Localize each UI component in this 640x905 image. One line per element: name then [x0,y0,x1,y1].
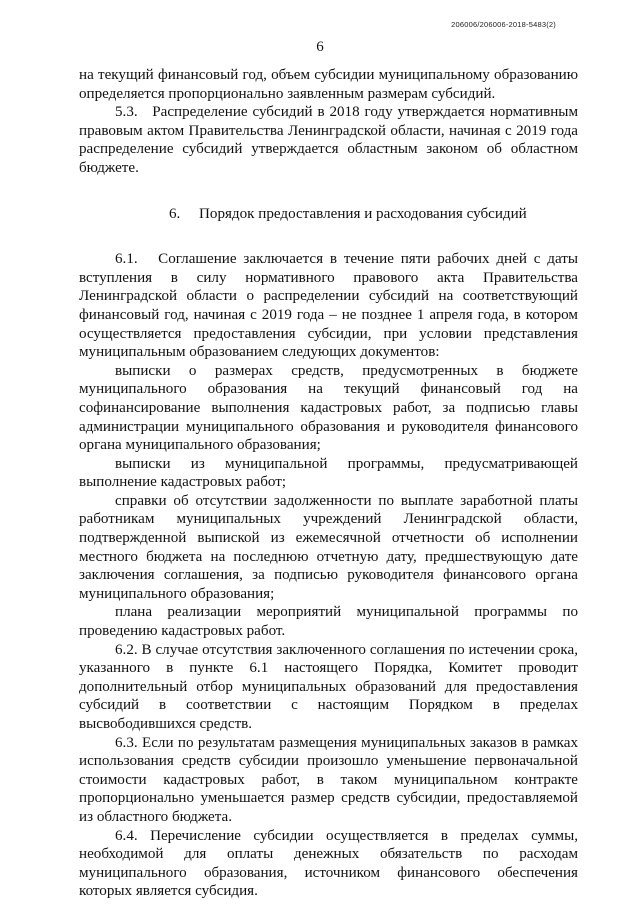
list-item: плана реализации мероприятий муниципальной программы по проведению кадастровых работ. [79,604,578,640]
document-id: 206006/206006-2018-5483(2) [451,20,556,29]
paragraph-6-2: 6.2. В случае отсутствия заключенного соглашения по истечении срока, указанного в пункте 6.1 настоящего Порядка, Комитет проводит дополнительный отбор муниципальных образований для предоставления субсидий в соответствии с настоящим Порядком в пределах высвободившихся средств. [79,641,578,732]
paragraph-6-1: 6.1. Соглашение заключается в течение пяти рабочих дней с даты вступления в силу нормативного правового акта Правительства Ленинградской области о распределении субсидий на соответствующий финансовый год, начиная с 2019 года – не позднее 1 апреля года, в котором осуществляется предоставления субсидии, при условии представления муниципальным образованием следующих документов: [79,251,578,361]
list-item: справки об отсутствии задолженности по выплате заработной платы работникам муниципальных учреждений Ленинградской области, подтвержденной выпиской из ежемесячной отчетности об исполнении местного бюджета на последнюю отчетную дату, предшествующую дате заключения соглашения, за подписью руководителя финансового органа муниципального образования; [79,492,578,602]
document-body [79,66,578,901]
section-number: 6. [169,205,181,222]
list-item: выписки о размерах средств, предусмотренных в бюджете муниципального образования на текущий финансовый год на софинансирование выполнения кадастровых работ, за подписью главы администрации муниципального образования и руководителя финансового органа муниципального образования; [79,362,578,454]
paragraph-5-3: 5.3. Распределение субсидий в 2018 году утверждается нормативным правовым актом Правительства Ленинградской области, начиная с 2019 года распределение субсидий утверждается областным законом об областном бюджете. [79,104,578,176]
section-heading [79,205,578,224]
paragraph-continuation: на текущий финансовый год, объем субсидии муниципальному образованию определяется пропорционально заявленным размерам субсидий. [79,67,578,102]
page-number: 6 [316,39,324,55]
paragraph-6-3: 6.3. Если по результатам размещения муниципальных заказов в рамках использования средств субсидии произошло уменьшение первоначальной стоимости кадастровых работ, в таком муниципальном контракте пропорционально уменьшается размер средств субсидии, предоставляемой из областного бюджета. [79,734,578,825]
paragraph-6-4: 6.4. Перечисление субсидии осуществляется в пределах суммы, необходимой для оплаты денежных обязательств по расходам муниципального образования, источником финансового обеспечения которых является субсидия. [79,827,578,900]
list-item: выписки из муниципальной программы, предусматривающей выполнение кадастровых работ; [79,455,578,491]
section-title: Порядок предоставления и расходования субсидий [199,205,527,222]
